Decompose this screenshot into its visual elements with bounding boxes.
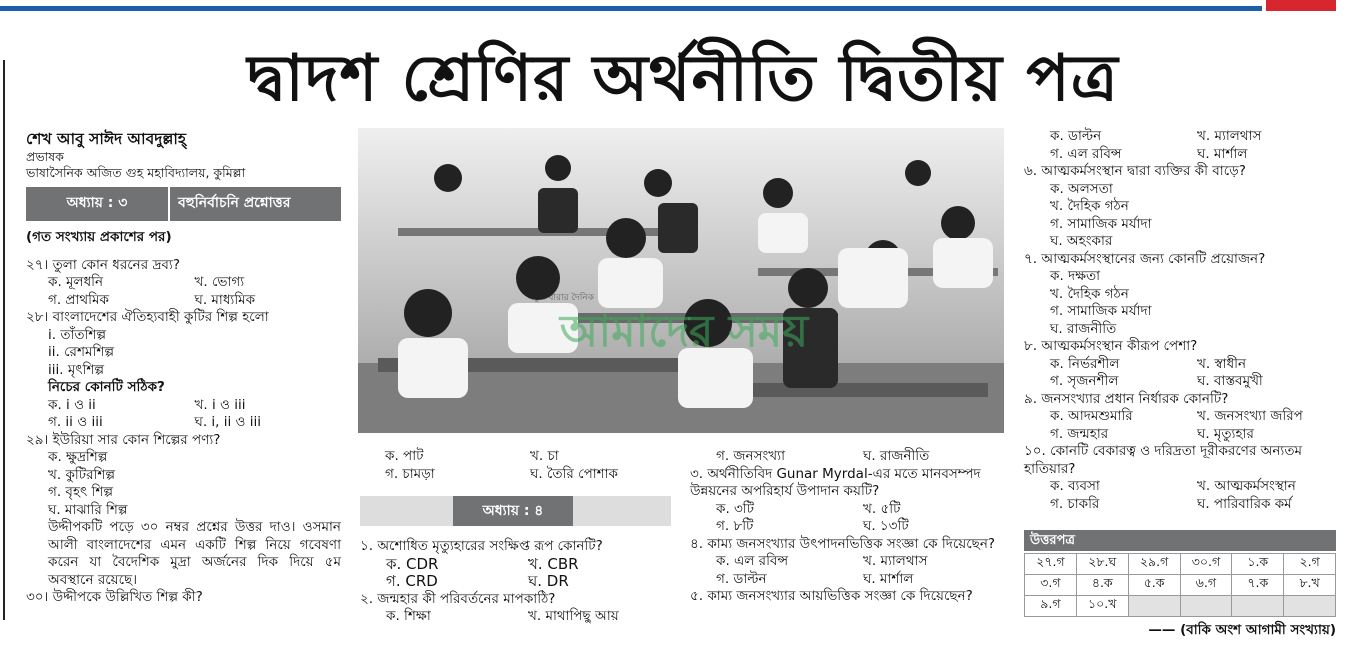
author-name: শেখ আবু সাঈদ আবদুল্লাহ্‌ [26,130,187,148]
option: ঘ. মাধ্যমিক [194,291,256,308]
option: ক. দক্ষতা [1050,268,1101,284]
chapter4-label: অধ্যায় : ৪ [453,496,573,526]
answer-cell: ১০.খ [1076,596,1128,617]
answer-table [1024,553,1336,617]
option: খ. ভোগ্য [194,274,245,290]
answer-cell: ১.ক [1232,554,1284,575]
exam-hall-photo [358,128,1004,433]
continued-note: —— (বাকি অংশ আগামী সংখ্যায়) [1148,622,1336,638]
option: ক. আদমশুমারি [1050,408,1133,424]
answer-cell: ৮.খ [1284,575,1336,596]
answer-cell: ৪.ক [1076,575,1128,596]
option: ঘ. অহংকার [1050,233,1113,249]
answer-cell: ২৯.গ [1128,554,1180,575]
option: গ. CRD [386,572,438,590]
option: খ. ৫টি [863,500,901,517]
option: ক. ক্ষুদ্রশিল্প [48,449,108,465]
option: ঘ. মাঝারি শিল্প [48,501,128,518]
watermark-tagline: নতুন ধারার দৈনিক [528,293,594,303]
option: গ. জন্মহার [1050,425,1109,442]
option: গ. প্রাথমিক [48,291,109,308]
statement: iii. মৃৎশিল্প [48,361,105,378]
option: ক. ব্যবসা [1050,478,1100,494]
answer-cell-empty [1232,596,1284,617]
option: ক. ৩টি [716,500,755,517]
answer-cell: ৩.গ [1025,575,1077,596]
option: খ. জনসংখ্যা জরিপ [1197,408,1303,424]
page-title: দ্বাদশ শ্রেণির অর্থনীতি দ্বিতীয় পত্র [247,42,1119,116]
answer-row [1025,554,1336,575]
question-30: ৩০। উদ্দীপকে উল্লিখিত শিল্প কী? [26,589,203,605]
question-7: ৭. আত্মকর্মসংস্থানের জন্য কোনটি প্রয়োজন? [1024,250,1266,267]
answer-row [1025,596,1336,617]
answer-cell: ৬.গ [1180,575,1232,596]
question-3: ৩. অর্থনীতিবিদ Gunar Myrdal-এর মতে মানবসম্পদ উন্নয়নের অপরিহার্য উপাদান কয়টি? [690,465,981,499]
option: খ. দৈহিক গঠন [1050,198,1129,214]
option: ক. নির্ভরশীল [1050,355,1120,372]
chapter3-type: বহুনির্বাচনি প্রশ্নোত্তর [170,187,341,221]
chapter3-bar [26,187,341,221]
photo-illustration [358,128,1004,433]
option: ক. শিক্ষা [386,608,431,624]
answer-row [1025,575,1336,596]
option: গ. সামাজিক মর্যাদা [1050,215,1152,232]
answer-cell: ৭.ক [1232,575,1284,596]
option: ঘ. মার্শাল [863,570,914,587]
author-title: প্রভাষক [26,149,64,164]
question-1: ১. অশোধিত মৃত্যুহারের সংক্ষিপ্ত রূপ কোনটি? [360,538,603,554]
option: ক. i ও ii [48,396,96,413]
option: ঘ. রাজনীতি [1050,320,1117,337]
stimulus: উদ্দীপকটি পড়ে ৩০ নম্বর প্রশ্নের উত্তর দাও। ওসমান আলী বাংলাদেশের এমন একটি শিল্প নিয়ে গবেষণা করেন যা বৈদেশিক মুদ্রা অর্জনের দিক দিয়ে ৫ম অবস্থানে রয়েছে। [48,519,341,588]
option: ঘ. পারিবারিক কর্ম [1197,495,1292,512]
option: খ. চা [530,448,559,464]
option: ক. ডাল্টন [1050,128,1102,144]
top-blue-bar [0,6,1262,11]
question-27: ২৭। তুলা কোন ধরনের দ্রব্য? [26,256,181,273]
answer-cell: ২.গ [1284,554,1336,575]
option: ঘ. ১৩টি [863,518,909,534]
author-institution: ভাষাসৈনিক অজিত গুহ মহাবিদ্যালয়, কুমিল্লা [26,165,246,180]
left-rule [3,60,5,620]
column-4 [1024,128,1344,513]
option: খ. ম্যালথাস [863,553,928,569]
option: ঘ. রাজনীতি [863,448,930,464]
statement: i. তাঁতশিল্প [48,326,106,343]
option: খ. কুটিরশিল্প [48,466,116,483]
option: খ. স্বাধীন [1197,355,1247,372]
option: গ. চাকরি [1050,495,1100,512]
answer-cell: ২৭.গ [1025,554,1077,575]
question-28: ২৮। বাংলাদেশের ঐতিহ্যবাহী কুটির শিল্প হলো [26,309,269,325]
previous-note: (গত সংখ্যায় প্রকাশের পর) [26,229,172,245]
question-2: ২. জন্মহার কী পরিবর্তনের মাপকাঠি? [360,590,556,607]
newspaper-watermark: আমাদের সময় [559,306,809,357]
option: খ. আত্মকর্মসংস্থান [1197,478,1296,494]
option: ঘ. তৈরি পোশাক [530,465,618,482]
answer-cell: ৩০.গ [1180,554,1232,575]
option: গ. ii ও iii [48,414,103,430]
question-5: ৫. কাম্য জনসংখ্যার আয়ভিত্তিক সংজ্ঞা কে দিয়েছেন? [690,588,973,604]
answer-cell: ৫.ক [1128,575,1180,596]
answer-key [1024,530,1336,617]
column-3 [690,448,1010,606]
option: গ. সামাজিক মর্যাদা [1050,303,1152,319]
question-8: ৮. আত্মকর্মসংস্থান কীরূপ পেশা? [1024,338,1198,354]
which-correct: নিচের কোনটি সঠিক? [48,379,165,395]
option: ক. অলসতা [1050,180,1113,197]
option: ক. CDR [386,554,439,573]
option: খ. i ও iii [194,396,246,413]
option: গ. ডাল্টন [716,570,767,587]
option: ঘ. মৃত্যুহার [1197,425,1254,442]
answer-cell: ৯.গ [1025,596,1077,617]
option: খ. দৈহিক গঠন [1050,285,1129,302]
answer-cell-empty [1284,596,1336,617]
option: ঘ. বাস্তবমুখী [1197,373,1263,389]
column-2-lower [360,538,670,626]
option: খ. ম্যালথাস [1197,128,1262,144]
question-29: ২৯। ইউরিয়া সার কোন শিল্পের পণ্য? [26,431,221,448]
answer-cell-empty [1128,596,1180,617]
statement: ii. রেশমশিল্প [48,344,114,360]
option: ঘ. মার্শাল [1197,145,1248,162]
option: ক. পাট [385,448,424,464]
top-red-tab [1266,0,1336,11]
option: খ. মাথাপিছু আয় [528,608,619,624]
option: গ. ৮টি [716,518,754,534]
answer-key-title: উত্তরপত্র [1024,530,1336,551]
column-2 [385,448,675,483]
answer-cell-empty [1180,596,1232,617]
question-10: ১০. কোনটি বেকারত্ব ও দরিদ্রতা দূরীকরণের অন্যতম হাতিয়ার? [1024,443,1302,477]
option: গ. সৃজনশীল [1050,373,1119,389]
option: গ. এল রবিন্স [1050,145,1122,162]
chapter4-bar [360,496,671,526]
chapter3-label: অধ্যায় : ৩ [26,187,168,221]
answer-cell: ২৮.ঘ [1076,554,1128,575]
option: গ. চামড়া [385,465,435,482]
option: গ. বৃহৎ শিল্প [48,484,114,500]
option: ক. এল রবিন্স [716,553,789,569]
question-9: ৯. জনসংখ্যার প্রধান নির্ধারক কোনটি? [1024,390,1229,407]
question-4: ৪. কাম্য জনসংখ্যার উৎপাদনভিত্তিক সংজ্ঞা কে দিয়েছেন? [690,535,996,552]
column-1 [26,130,341,607]
option: ঘ. i, ii ও iii [194,414,262,430]
option: খ. CBR [528,554,579,573]
option: ক. মূলধনি [48,274,104,290]
question-6: ৬. আত্মকর্মসংস্থান দ্বারা ব্যক্তির কী বাড়ে? [1024,163,1246,179]
option: ঘ. DR [528,572,569,590]
option: গ. জনসংখ্যা [716,448,785,464]
